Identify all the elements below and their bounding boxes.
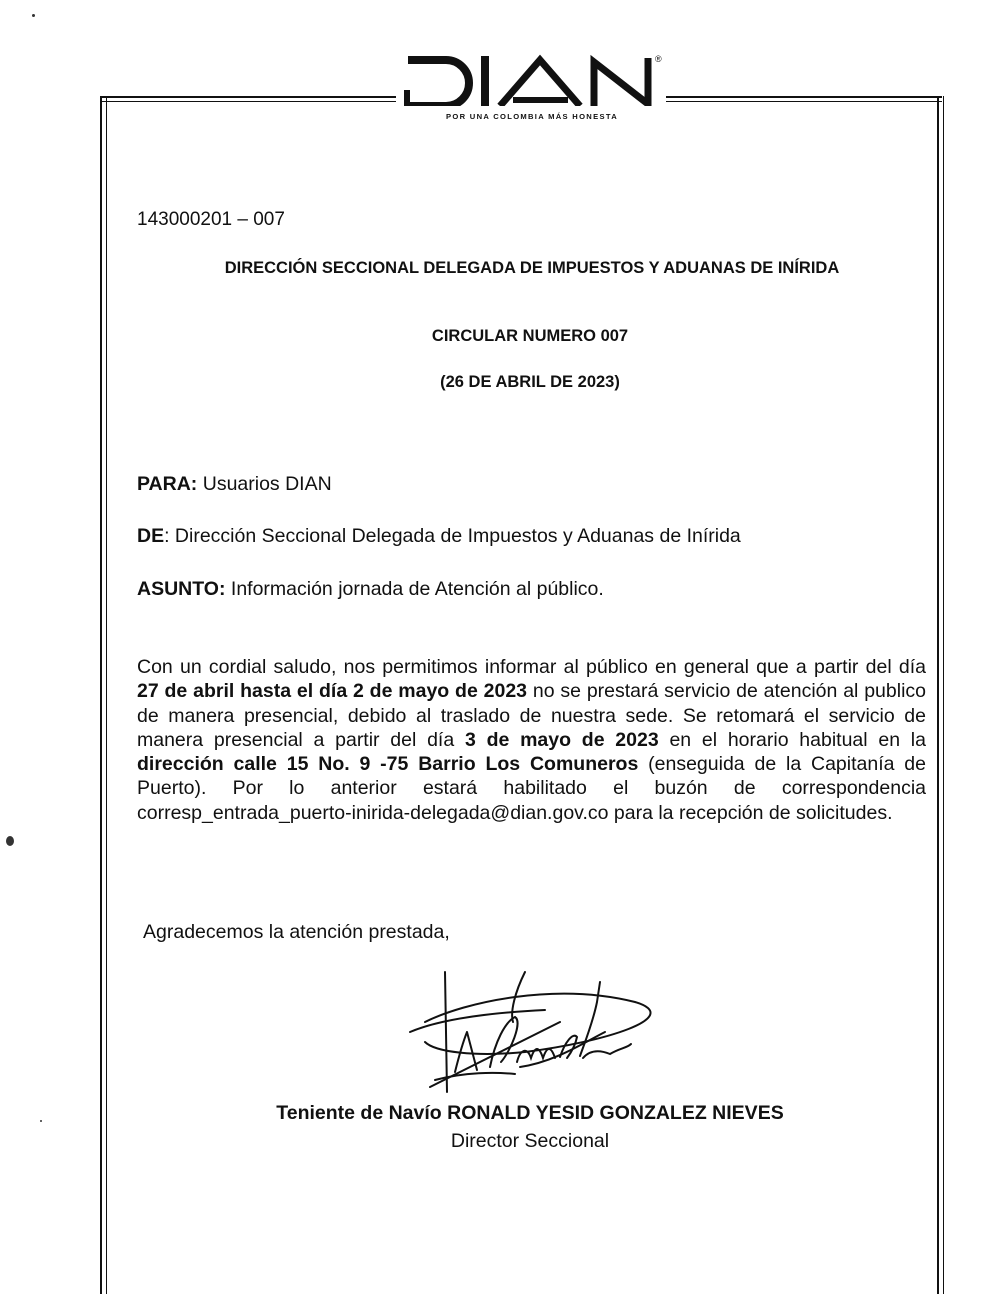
circular-date: (26 DE ABRIL DE 2023) <box>440 373 620 391</box>
body-text-4: (enseguida de la Capitanía de Puerto). Por lo anterior estará habilitado el buzón de correspondencia corresp_entrada_puerto-inirida-delegada@dian.gov.co para la recepción de solicitudes. <box>137 753 926 824</box>
body-bold-address: dirección calle 15 No. 9 -75 Barrio Los Comuneros <box>137 753 639 776</box>
dian-logo-mark <box>398 46 666 106</box>
body-paragraph <box>137 655 926 825</box>
circular-number: CIRCULAR NUMERO 007 <box>431 327 629 345</box>
para-label: PARA: <box>137 473 198 495</box>
para-value: Usuarios DIAN <box>197 473 332 495</box>
frame-top-right-line <box>666 96 942 102</box>
frame-top-left-line <box>100 96 396 102</box>
signature-drawing <box>405 962 665 1102</box>
body-bold-resume-date: 3 de mayo de 2023 <box>464 728 659 751</box>
signer-name: Teniente de Navío RONALD YESID GONZALEZ NIEVES <box>276 1102 784 1124</box>
registered-mark: ® <box>655 54 662 64</box>
office-heading: DIRECCIÓN SECCIONAL DELEGADA DE IMPUESTOS Y ADUANAS DE INÍRIDA <box>224 259 840 277</box>
asunto-field <box>137 578 604 601</box>
scan-speck <box>40 1120 42 1122</box>
signer-role: Director Seccional <box>450 1130 610 1152</box>
asunto-value: Información jornada de Atención al público. <box>225 578 604 600</box>
scan-speck <box>32 14 35 17</box>
frame-left-line <box>100 96 107 1294</box>
document-reference: 143000201 – 007 <box>137 209 285 230</box>
closing-thanks: Agradecemos la atención prestada, <box>143 921 450 943</box>
scan-speck <box>6 836 14 846</box>
de-field <box>137 525 741 548</box>
asunto-label: ASUNTO: <box>137 578 226 600</box>
body-text-3: en el horario habitual en la <box>658 728 926 751</box>
frame-right-line <box>937 96 944 1294</box>
para-field <box>137 473 332 496</box>
logo-tagline: POR UNA COLOMBIA MÁS HONESTA <box>446 112 618 121</box>
de-label: DE <box>137 525 165 547</box>
body-text-1: Con un cordial saludo, nos permitimos informar al público en general que a partir del día <box>137 656 926 678</box>
body-bold-dates: 27 de abril hasta el día 2 de mayo de 2023 <box>137 680 528 703</box>
handwritten-signature <box>405 962 665 1102</box>
de-value: : Dirección Seccional Delegada de Impuestos y Aduanas de Inírida <box>164 525 741 547</box>
body-text-2: no se prestará servicio de atención al publico de manera presencial, debido al traslado de nuestra sede. Se retomará el servicio de manera presencial a partir del día <box>137 680 927 751</box>
